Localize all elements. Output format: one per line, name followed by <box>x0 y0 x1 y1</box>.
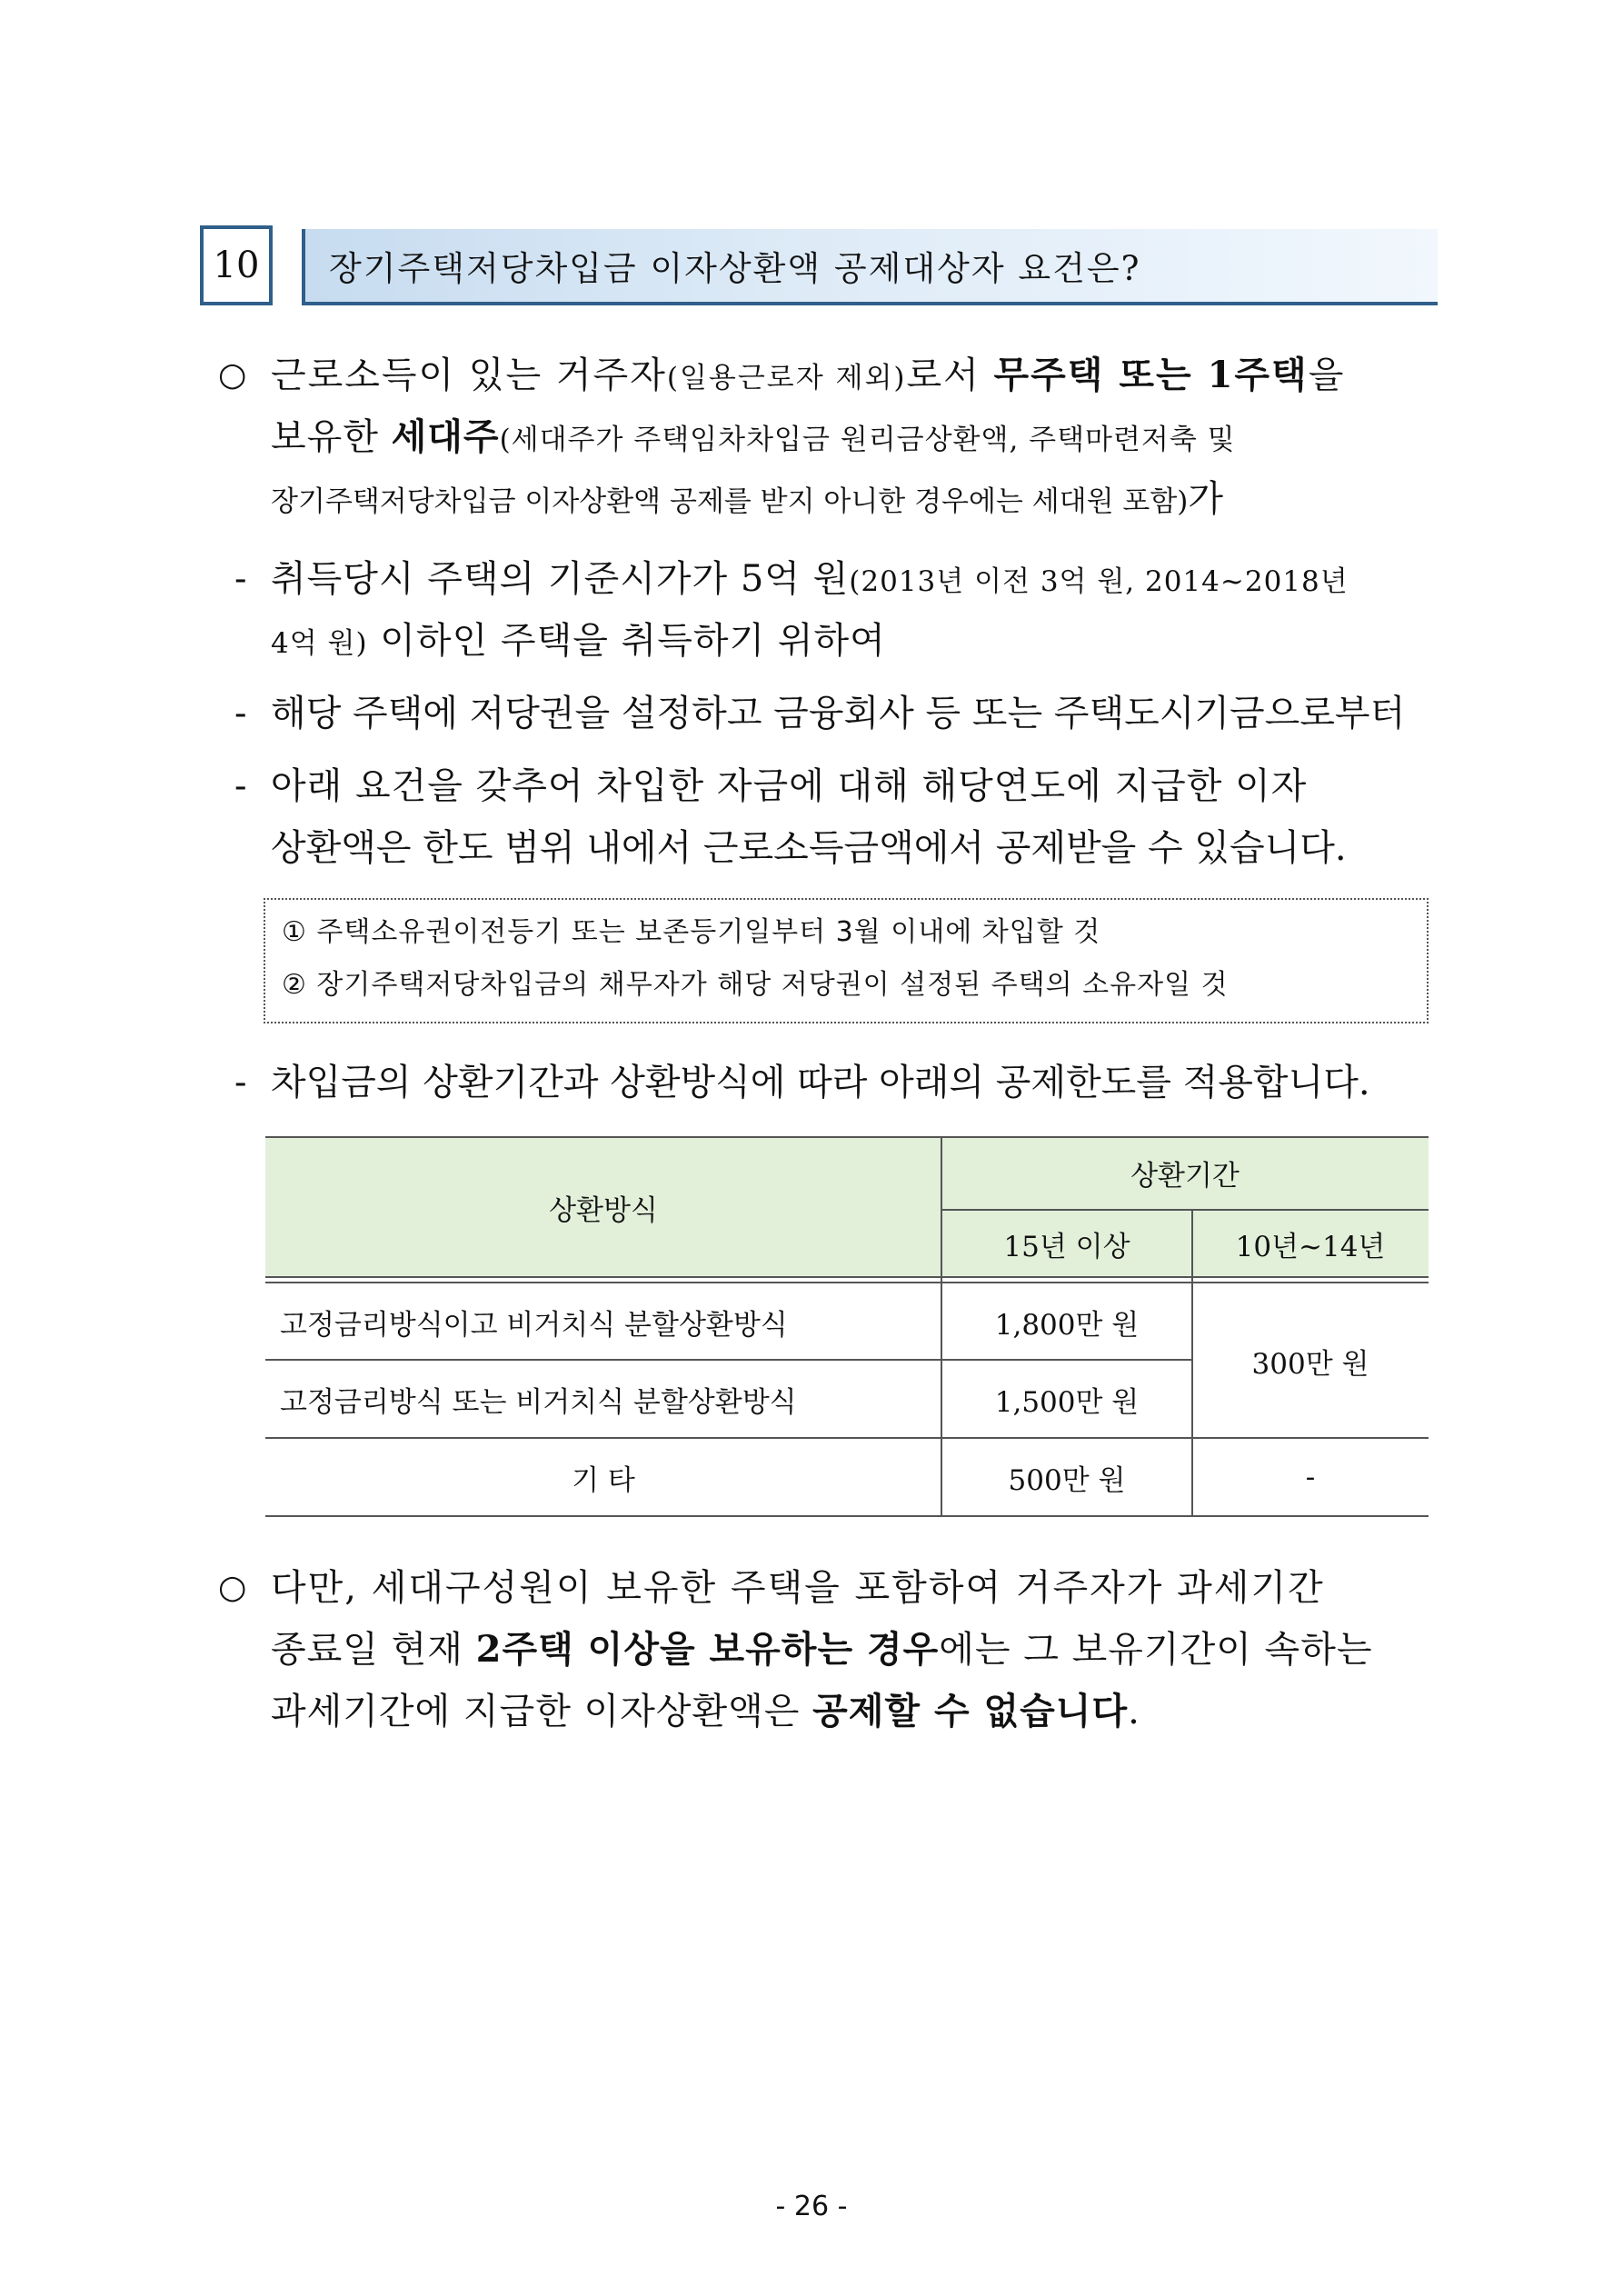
table-rule <box>265 1359 1192 1361</box>
section-header <box>200 225 1438 313</box>
dash-marker: - <box>234 1062 247 1103</box>
s1-line2: 보유한 세대주(세대주가 주택임차차입금 원리금상환액, 주택마련저축 및 <box>271 415 1236 458</box>
dash-marker: - <box>234 693 247 734</box>
table-merged-10-14y: 300만 원 <box>1251 1347 1369 1381</box>
table-header-period: 상환기간 <box>941 1136 1429 1209</box>
table-header-method: 상환방식 <box>265 1136 941 1278</box>
section-title: 장기주택저당차입금 이자상환액 공제대상자 요건은? <box>302 229 1438 305</box>
table-row-3-15y: 500만 원 <box>1008 1463 1126 1497</box>
dash-marker: - <box>234 558 247 600</box>
dash-item-4: 차입금의 상환기간과 상환방식에 따라 아래의 공제한도를 적용합니다. <box>271 1062 1370 1103</box>
table-row-1-15y: 1,800만 원 <box>994 1308 1140 1342</box>
table-rule <box>941 1136 942 1517</box>
s2-line2: 종료일 현재 2주택 이상을 보유하는 경우에는 그 보유기간이 속하는 <box>271 1628 1373 1671</box>
table-row-3-10-14y: - <box>1305 1461 1316 1493</box>
table-rule <box>265 1437 1429 1439</box>
table-rule <box>265 1136 1429 1138</box>
table-row-1-method: 고정금리방식이고 비거치식 분할상환방식 <box>280 1308 788 1342</box>
s2-line1: 다만, 세대구성원이 보유한 주택을 포함하여 거주자가 과세기간 <box>271 1567 1325 1609</box>
dash-item-1-line2: 4억 원) 이하인 주택을 취득하기 위하여 <box>271 620 886 662</box>
table-rule <box>941 1209 1429 1211</box>
deduction-limit-table <box>265 1136 1429 1518</box>
table-rule <box>1191 1209 1193 1517</box>
table-rule <box>265 1515 1429 1517</box>
table-row-3-method: 기 타 <box>572 1463 635 1497</box>
condition-2: ② 장기주택저당차입금의 채무자가 해당 저당권이 설정된 주택의 소유자일 것 <box>282 969 1229 1001</box>
dash-item-3-line1: 아래 요건을 갖추어 차입한 자금에 대해 해당연도에 지급한 이자 <box>271 765 1308 807</box>
table-rule <box>265 1276 1429 1278</box>
dash-item-3-line2: 상환액은 한도 범위 내에서 근로소득금액에서 공제받을 수 있습니다. <box>271 827 1347 869</box>
table-header-15y: 15년 이상 <box>941 1209 1192 1278</box>
circle-bullet-icon: ○ <box>218 1569 247 1606</box>
dash-marker: - <box>234 765 247 807</box>
condition-1: ① 주택소유권이전등기 또는 보존등기일부터 3월 이내에 차입할 것 <box>282 916 1101 948</box>
conditions-box <box>264 898 1429 1023</box>
table-row-2-15y: 1,500만 원 <box>994 1385 1140 1419</box>
section-number: 10 <box>200 225 273 305</box>
dash-item-2: 해당 주택에 저당권을 설정하고 금융회사 등 또는 주택도시기금으로부터 <box>271 693 1406 734</box>
dash-item-1-line1: 취득당시 주택의 기준시가가 5억 원(2013년 이전 3억 원, 2014~2018년 <box>271 558 1349 600</box>
s1-line1: 근로소득이 있는 거주자(일용근로자 제외)로서 무주택 또는 1주택을 <box>271 354 1346 396</box>
s2-line3: 과세기간에 지급한 이자상환액은 공제할 수 없습니다. <box>271 1690 1140 1732</box>
table-rule <box>265 1282 1429 1283</box>
table-header-10-14y: 10년~14년 <box>1192 1209 1429 1278</box>
table-row-2-method: 고정금리방식 또는 비거치식 분할상환방식 <box>280 1385 797 1419</box>
s1-line3: 장기주택저당차입금 이자상환액 공제를 받지 아니한 경우에는 세대원 포함)가 <box>271 478 1224 520</box>
circle-bullet-icon: ○ <box>218 356 247 394</box>
page-number: - 26 - <box>775 2191 848 2222</box>
